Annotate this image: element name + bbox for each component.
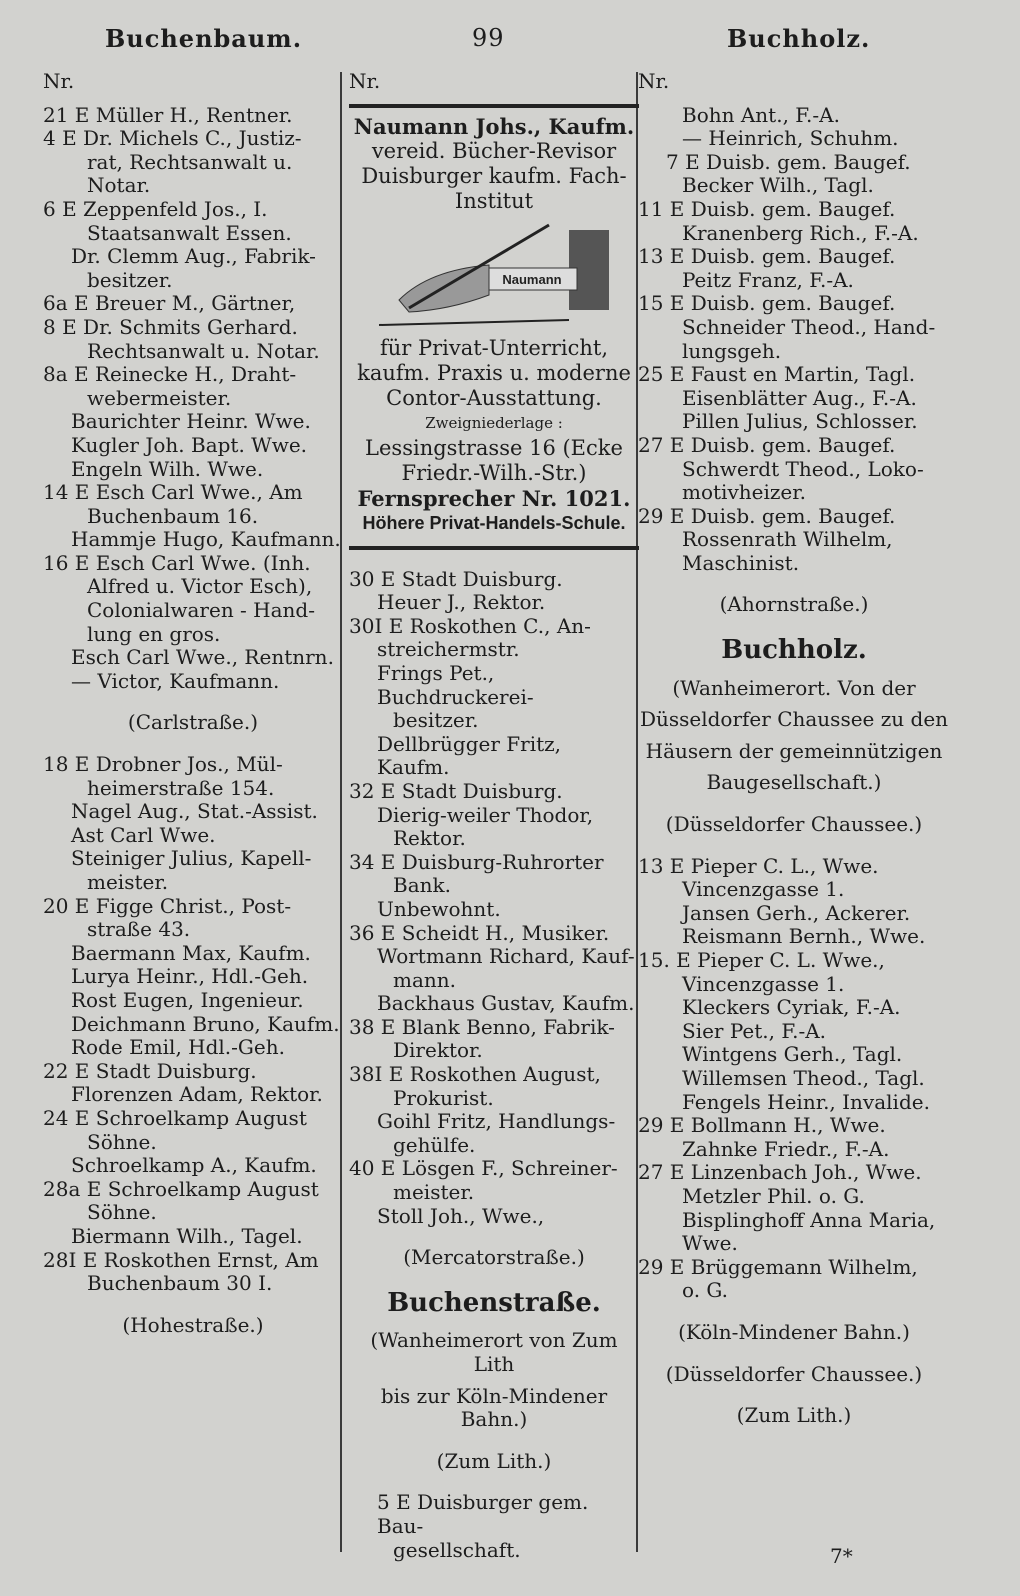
entry-line: Lurya Heinr., Hdl.-Geh. — [71, 964, 309, 989]
entry-line: 38 E Blank Benno, Fabrik- — [349, 1014, 615, 1039]
entry-line: mann. — [393, 967, 457, 992]
entry-line: 30 E Stadt Duisburg. — [349, 566, 563, 591]
street-label: (Hohestraße.) — [122, 1312, 264, 1337]
entry-line: 22 E Stadt Duisburg. — [43, 1058, 257, 1083]
entry-line: Rode Emil, Hdl.-Geh. — [71, 1035, 285, 1060]
entry-line: Buchenbaum 30 I. — [87, 1271, 273, 1296]
entry-line: Staatsanwalt Essen. — [87, 220, 292, 245]
entry-line: heimerstraße 154. — [87, 775, 275, 800]
ad-line: Zweigniederlage : — [425, 413, 563, 432]
section-note: bis zur Köln-Mindener Bahn.) — [380, 1383, 608, 1432]
entry-line: Rossenrath Wilhelm, — [682, 527, 893, 552]
ad-line: Lessingstrasse 16 (Ecke — [365, 435, 623, 460]
entry-line: 30I E Roskothen C., An- — [349, 613, 591, 638]
entry-line: Sier Pet., F.-A. — [682, 1018, 827, 1043]
entry-line: 34 E Duisburg-Ruhrorter — [349, 849, 604, 874]
entry-line: 27 E Linzenbach Joh., Wwe. — [638, 1160, 922, 1185]
entry-line: 5 E Duisburger gem. Bau- — [377, 1490, 595, 1538]
entry-line: Bisplinghoff Anna Maria, — [682, 1207, 936, 1232]
entry-line: 15 E Duisb. gem. Baugef. — [638, 291, 896, 316]
column-3 — [638, 70, 950, 1446]
entry-line: Nagel Aug., Stat.-Assist. — [71, 799, 318, 824]
entry-line: 15. E Pieper C. L. Wwe., — [638, 948, 885, 972]
entry-line: 29 E Bollmann H., Wwe. — [638, 1113, 886, 1138]
entry-line: 29 E Brüggemann Wilhelm, — [638, 1254, 918, 1279]
ad-line: Contor-Ausstattung. — [386, 385, 602, 410]
entry-line: 20 E Figge Christ., Post- — [43, 893, 292, 918]
entry-line: Wwe. — [682, 1231, 738, 1256]
section-note: (Wanheimerort. Von der — [672, 675, 916, 700]
entry-line: 13 E Pieper C. L., Wwe. — [638, 853, 879, 878]
entry-line: Alfred u. Victor Esch), — [87, 574, 313, 599]
ad-line: Institut — [454, 188, 534, 213]
entry-line: 24 E Schroelkamp August — [43, 1105, 307, 1130]
entry-line: Esch Carl Wwe., Rentnrn. — [71, 645, 334, 670]
hand-writing-illustration — [349, 220, 639, 330]
entry-line: Becker Wilh., Tagl. — [682, 173, 874, 198]
entry-line: Schroelkamp A., Kaufm. — [71, 1153, 317, 1178]
entry-line: 32 E Stadt Duisburg. — [349, 778, 563, 803]
entry-line: Notar. — [87, 173, 151, 198]
entry-line: meister. — [393, 1180, 475, 1205]
entry-line: Kranenberg Rich., F.-A. — [682, 220, 919, 245]
hand-pen-icon — [369, 220, 619, 330]
entry-line: Heuer J., Rektor. — [377, 590, 546, 615]
entry-line: Florenzen Adam, Rektor. — [71, 1082, 323, 1107]
section-title: Buchholz. — [721, 635, 867, 666]
entry-line: lung en gros. — [87, 621, 221, 646]
column-2 — [349, 70, 639, 1562]
entry-line: Söhne. — [87, 1200, 157, 1225]
entry-line: 27 E Duisb. gem. Baugef. — [638, 432, 896, 457]
entry-line: 8 E Dr. Schmits Gerhard. — [43, 314, 298, 339]
entry-line: Rost Eugen, Ingenieur. — [71, 987, 304, 1012]
footer-signature: 7* — [830, 1544, 853, 1568]
entry-line: 8a E Reinecke H., Draht- — [43, 362, 297, 387]
column-label: Nr. — [43, 69, 75, 93]
entry-line: gesellschaft. — [393, 1537, 521, 1562]
entry-line: Buchenbaum 16. — [87, 503, 259, 528]
entry-line: Eisenblätter Aug., F.-A. — [682, 385, 917, 410]
entry-line: Stoll Joh., Wwe., — [377, 1203, 545, 1228]
entry-line: Jansen Gerh., Ackerer. — [682, 900, 911, 925]
entry-line: 6 E Zeppenfeld Jos., I. — [43, 196, 268, 221]
entry-line: Söhne. — [87, 1129, 157, 1154]
entry-line: streichermstr. — [377, 637, 520, 662]
entry-line: Biermann Wilh., Tagel. — [71, 1223, 303, 1248]
street-label: (Köln-Mindener Bahn.) — [678, 1319, 910, 1344]
ad-line: für Privat-Unterricht, — [379, 335, 609, 360]
section-note: Düsseldorfer Chaussee zu den — [639, 707, 949, 732]
ad-name: Naumann Johs., Kaufm. — [353, 113, 635, 139]
entry-line: Ast Carl Wwe. — [71, 822, 216, 847]
entry-line: o. G. — [682, 1278, 729, 1303]
ad-line: Friedr.-Wilh.-Str.) — [401, 460, 587, 485]
entry-line: straße 43. — [87, 917, 191, 942]
entry-line: Rechtsanwalt u. Notar. — [87, 338, 320, 363]
entry-line: 40 E Lösgen F., Schreiner- — [349, 1156, 618, 1181]
entry-line: Prokurist. — [393, 1085, 494, 1110]
entry-line: lungsgeh. — [682, 338, 782, 363]
entry-line: Vincenzgasse 1. — [682, 971, 845, 996]
entry-line: Direktor. — [393, 1038, 483, 1063]
entry-line: Unbewohnt. — [377, 896, 501, 921]
entry-line: Wintgens Gerh., Tagl. — [682, 1042, 903, 1067]
entry-line: Willemsen Theod., Tagl. — [682, 1065, 925, 1090]
entry-line: Baurichter Heinr. Wwe. — [71, 409, 311, 434]
entry-line: Kugler Joh. Bapt. Wwe. — [71, 432, 308, 457]
entry-line: Frings Pet., Buchdruckerei- — [377, 660, 534, 709]
entry-line: 25 E Faust en Martin, Tagl. — [638, 362, 916, 387]
ad-line: kaufm. Praxis u. moderne — [357, 360, 631, 385]
entry-line: Peitz Franz, F.-A. — [682, 267, 854, 292]
street-label: (Düsseldorfer Chaussee.) — [665, 812, 923, 837]
entry-line: — Victor, Kaufmann. — [71, 668, 280, 693]
entry-line: Maschinist. — [682, 550, 800, 575]
entry-line: 11 E Duisb. gem. Baugef. — [638, 196, 896, 221]
entry-line: rat, Rechtsanwalt u. — [87, 149, 293, 174]
entry-line: 14 E Esch Carl Wwe., Am — [43, 480, 303, 505]
entry-line: Backhaus Gustav, Kaufm. — [377, 991, 635, 1016]
entry-line: 13 E Duisb. gem. Baugef. — [638, 244, 896, 269]
entry-line: Fengels Heinr., Invalide. — [682, 1089, 930, 1114]
entry-line: motivheizer. — [682, 480, 806, 505]
entry-line: 38I E Roskothen August, — [349, 1062, 601, 1087]
entry-line: Hammje Hugo, Kaufmann. — [71, 527, 341, 552]
entry-line: 29 E Duisb. gem. Baugef. — [638, 503, 896, 528]
entry-line: Schwerdt Theod., Loko- — [682, 456, 924, 481]
street-label: (Mercatorstraße.) — [403, 1245, 585, 1270]
entry-line: Deichmann Bruno, Kaufm. — [71, 1011, 340, 1036]
entry-line: Vincenzgasse 1. — [682, 877, 845, 902]
entry-line: Pillen Julius, Schlosser. — [682, 409, 918, 434]
street-label: (Ahornstraße.) — [719, 592, 869, 617]
header-right: Buchholz. — [727, 24, 871, 53]
street-label: (Düsseldorfer Chaussee.) — [665, 1361, 923, 1386]
entry-line: Dierig-weiler Thodor, — [377, 802, 594, 827]
entry-line: — Heinrich, Schuhm. — [682, 126, 899, 151]
entry-line: Metzler Phil. o. G. — [682, 1183, 865, 1208]
column-label: Nr. — [349, 69, 381, 93]
entry-line: 28a E Schroelkamp August — [43, 1176, 319, 1201]
column-1 — [43, 70, 343, 1355]
entry-line: besitzer. — [87, 267, 173, 292]
entry-line: Bohn Ant., F.-A. — [682, 102, 840, 127]
entry-line: 16 E Esch Carl Wwe. (Inh. — [43, 550, 311, 575]
entry-line: Dr. Clemm Aug., Fabrik- — [71, 244, 316, 269]
entry-line: gehülfe. — [393, 1132, 476, 1157]
section-note: (Wanheimerort von Zum Lith — [370, 1328, 618, 1376]
entry-line: meister. — [87, 870, 169, 894]
entry-line: 21 E Müller H., Rentner. — [43, 102, 293, 127]
entry-line: webermeister. — [87, 385, 232, 410]
entry-line: Bank. — [393, 873, 451, 898]
section-note: Baugesellschaft.) — [706, 770, 882, 795]
ad-line: Duisburger kaufm. Fach- — [361, 163, 627, 188]
page-number: 99 — [472, 24, 505, 52]
entry-line: 18 E Drobner Jos., Mül- — [43, 752, 283, 777]
entry-line: Reismann Bernh., Wwe. — [682, 924, 926, 949]
entry-line: Zahnke Friedr., F.-A. — [682, 1136, 890, 1161]
entry-line: 28I E Roskothen Ernst, Am — [43, 1247, 319, 1272]
ad-school: Höhere Privat-Handels-Schule. — [362, 512, 626, 533]
section-note: Häusern der gemeinnützigen — [645, 738, 943, 763]
entry-line: Steiniger Julius, Kapell- — [71, 846, 312, 871]
column-label: Nr. — [638, 69, 670, 93]
entry-line: 4 E Dr. Michels C., Justiz- — [43, 126, 302, 151]
entry-line: Baermann Max, Kaufm. — [71, 940, 311, 965]
header-left: Buchenbaum. — [105, 24, 303, 53]
street-label: (Zum Lith.) — [436, 1448, 552, 1473]
entry-line: Dellbrügger Fritz, Kaufm. — [377, 731, 568, 780]
entry-line: Colonialwaren - Hand- — [87, 598, 315, 623]
entry-line: 36 E Scheidt H., Musiker. — [349, 920, 610, 945]
entry-line: Wortmann Richard, Kauf- — [377, 944, 635, 969]
entry-line: 6a E Breuer M., Gärtner, — [43, 291, 296, 316]
ad-phone: Fernsprecher Nr. 1021. — [357, 485, 631, 511]
entry-line: Schneider Theod., Hand- — [682, 314, 936, 339]
advertisement — [349, 104, 639, 550]
ad-line: vereid. Bücher-Revisor — [371, 138, 617, 163]
street-label: (Zum Lith.) — [736, 1403, 852, 1428]
section-title: Buchenstraße. — [387, 1287, 601, 1318]
street-label: (Carlstraße.) — [127, 710, 259, 735]
entry-line: Kleckers Cyriak, F.-A. — [682, 995, 901, 1020]
ad-sign: Naumann — [502, 271, 562, 287]
entry-line: Goihl Fritz, Handlungs- — [377, 1109, 616, 1134]
entry-line: Rektor. — [393, 826, 466, 851]
entry-line: Engeln Wilh. Wwe. — [71, 456, 264, 481]
entry-line: 7 E Duisb. gem. Baugef. — [666, 149, 911, 174]
entry-line: besitzer. — [393, 708, 479, 733]
